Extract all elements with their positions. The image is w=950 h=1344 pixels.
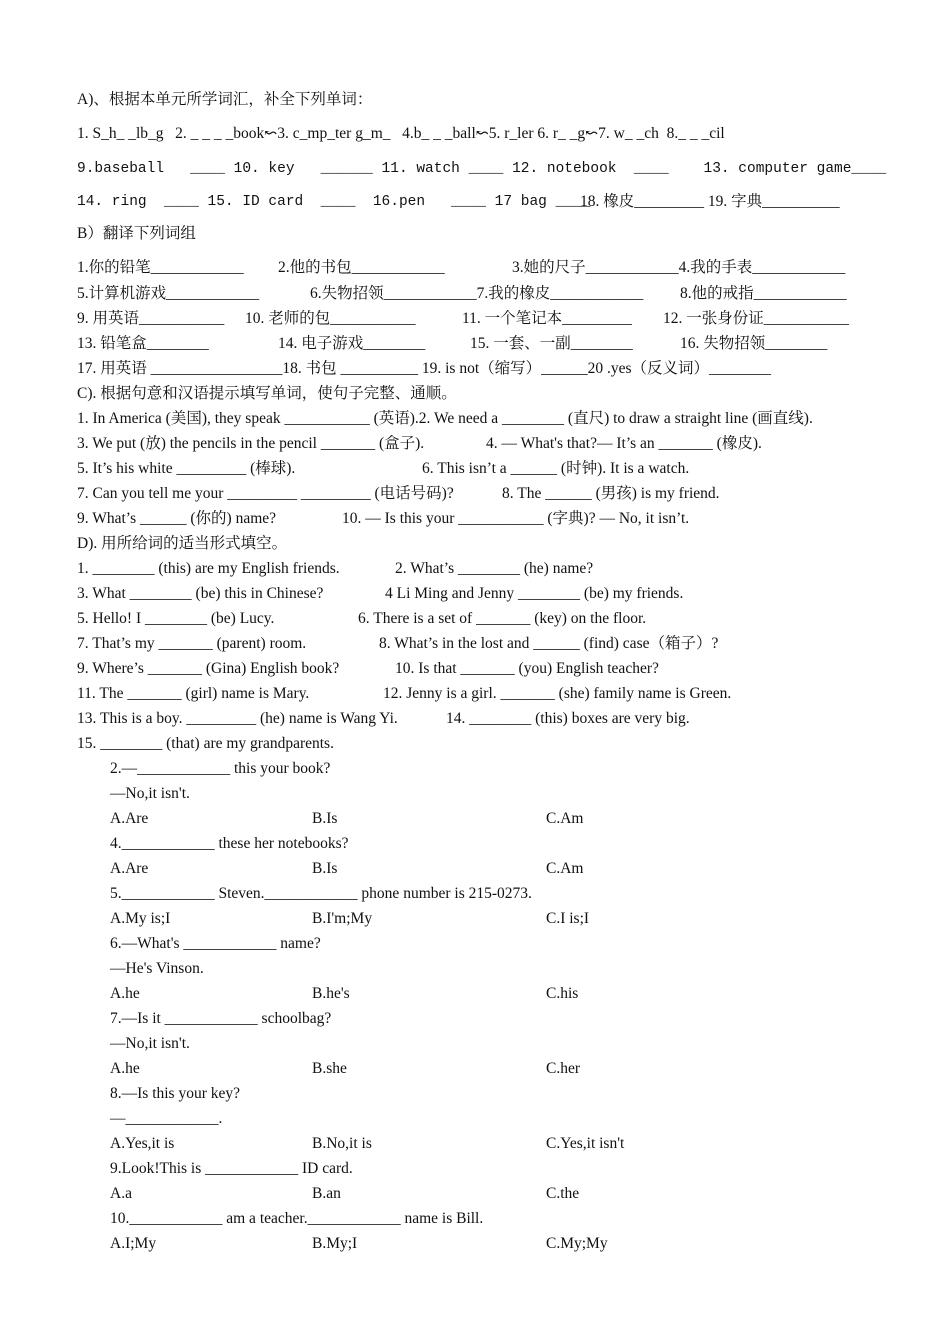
part-d-line-7: 13. This is a boy. _________ (he) name is Wang Yi. 14. ________ (this) boxes are very big. — [77, 710, 690, 727]
part-d-line-6: 11. The _______ (girl) name is Mary. 12. Jenny is a girl. _______ (she) family name is Green. — [77, 685, 732, 702]
part-b-row-3: 9. 用英语___________ 10. 老师的包___________ 11. 一个笔记本_________ 12. 一张身份证___________ — [77, 310, 850, 327]
mc-options-9: A.a B.an C.the — [110, 1185, 580, 1202]
mc-options-6: A.he B.he's C.his — [110, 985, 579, 1002]
mc-options-7: A.he B.she C.her — [110, 1060, 581, 1077]
part-d-line-4: 7. That’s my _______ (parent) room. 8. What’s in the lost and ______ (find) case（箱子）? — [77, 635, 719, 652]
mc-options-2: A.Are B.Is C.Am — [110, 810, 584, 827]
part-c-line-4: 7. Can you tell me your _________ _________ (电话号码)? 8. The ______ (男孩) is my friend. — [77, 485, 720, 502]
part-b-row-1: 1.你的铅笔____________ 2.他的书包____________ 3.她的尺子____________4.我的手表____________ — [77, 259, 846, 276]
mc-options-8: A.Yes,it is B.No,it is C.Yes,it isn't — [110, 1135, 625, 1152]
mc-options-4: A.Are B.Is C.Am — [110, 860, 584, 877]
part-d-line-1: 1. ________ (this) are my English friends. 2. What’s ________ (he) name? — [77, 560, 594, 577]
part-c-line-5: 9. What’s ______ (你的) name? 10. — Is this your ___________ (字典)? — No, it isn’t. — [77, 510, 690, 527]
mc-options-10: A.I;My B.My;I C.My;My — [110, 1235, 608, 1252]
part-d-line-5: 9. Where’s _______ (Gina) English book? 10. Is that _______ (you) English teacher? — [77, 660, 659, 677]
part-c-line-2: 3. We put (放) the pencils in the pencil _______ (盒子). 4. — What's that?— It’s an _______ (橡皮). — [77, 435, 762, 452]
part-d-line-3: 5. Hello! I ________ (be) Lucy. 6. There is a set of _______ (key) on the floor. — [77, 610, 647, 627]
mc-options-5: A.My is;I B.I'm;My C.I is;I — [110, 910, 590, 927]
part-a-row-3: 14. ring ____ 15. ID card ____ 16.pen ____ 17 bag ____ 18. 橡皮_________ 19. 字典__________ — [77, 193, 840, 210]
part-b-row-2: 5.计算机游戏____________ 6.失物招领____________7.我的橡皮____________ 8.他的戒指____________ — [77, 285, 847, 302]
part-d-line-2: 3. What ________ (be) this in Chinese? 4 Li Ming and Jenny ________ (be) my friends. — [77, 585, 684, 602]
part-c-line-3: 5. It’s his white _________ (棒球). 6. This isn’t a ______ (时钟). It is a watch. — [77, 460, 690, 477]
worksheet-page: A)、根据本单元所学词汇，补全下列单词： 1. S_h_ _lb_g 2. _ _ _ _book↜3. c_mp_ter g_m_ 4.b_ _ _ball↜5. r_ler 6. r_ _g↜7. w_ _ch 8._ _ _cil 9.baseball ____ 10. key ______ 11. watch ____ 12. notebook ____ 13. computer game____ 14. ring ____ 15. ID card ____ 16.pen ____ 17 bag ____ 18. 橡皮_________ 19. 字典__________ B）翻译下列词组 1.你的铅笔____________ 2.他的书包____________ 3.她的尺子____________4.我的手表____________ 5.计算机游戏____________ 6.失物招领____________7.我的橡皮____________ 8.他的戒指____________ 9. 用英语___________ 10. 老师的包___________ 11. 一个笔记本_________ 12. 一张身份证___________ 13. 铅笔盒________ 14. 电子游戏________ 15. 一套、一副________ 16. 失物招领________ 17. 用英语 _________________18. 书包 __________ 19. is not（缩写）______20 .yes（反义词）________ C). 根据句意和汉语提示填写单词，使句子完整、通顺。 1. In America (美国), they speak ___________ (英语).2. We need a ________ (直尺) to draw a straight line (画直线). 3. We put (放) the pencils in the pencil _______ (盒子). 4. — What's that?— It’s an _______ (橡皮). 5. It’s his white _________ (棒球). 6. This isn’t a ______ (时钟). It is a watch. 7. Can you tell me your _________ _________ (电话号码)? 8. The ______ (男孩) is my friend. 9. What’s ______ (你的) name? 10. — Is this your ___________ (字典)? — No, it isn’t. D). 用所给词的适当形式填空。 1. ________ (this) are my English friends. 2. What’s ________ (he) name? 3. What ________ (be) this in Chinese? 4 Li Ming and Jenny ________ (be) my friends. 5. Hello! I ________ (be) Lucy. 6. There is a set of _______ (key) on the floor. 7. That’s my _______ (parent) room. 8. What’s in the lost and ______ (find) case（箱子）? 9. Where’s _______ (Gina) English book? 10. Is that _______ (you) English teacher? 11. The _______ (girl) name is Mary. 12. Jenny is a girl. _______ (she) family name is Green. 13. This is a boy. _________ (he) name is Wang Yi. 14. ________ (this) boxes are very big. 15. ________ (that) are my grandparents. 2.—____________ this your book? —No,it isn't. A.Are B.Is C.Am 4.____________ these her notebooks? A.Are B.Is C.Am 5.____________ Steven.____________ phone number is 215-0273. A.My is;I B.I'm;My C.I is;I 6.—What's ____________ name? —He's Vinson. A.he B.he's C.his 7.—Is it ____________ schoolbag? —No,it isn't. A.he B.she C.her 8.—Is this your key? —____________. A.Yes,it is B.No,it is C.Yes,it isn't 9.Look!This is ____________ ID card. A.a B.an C.the 10.____________ am a teacher.____________ name is Bill. A.I;My B.My;I C.My;My — [0, 0, 950, 1344]
part-b-row-4: 13. 铅笔盒________ 14. 电子游戏________ 15. 一套、一副________ 16. 失物招领________ — [77, 335, 828, 352]
